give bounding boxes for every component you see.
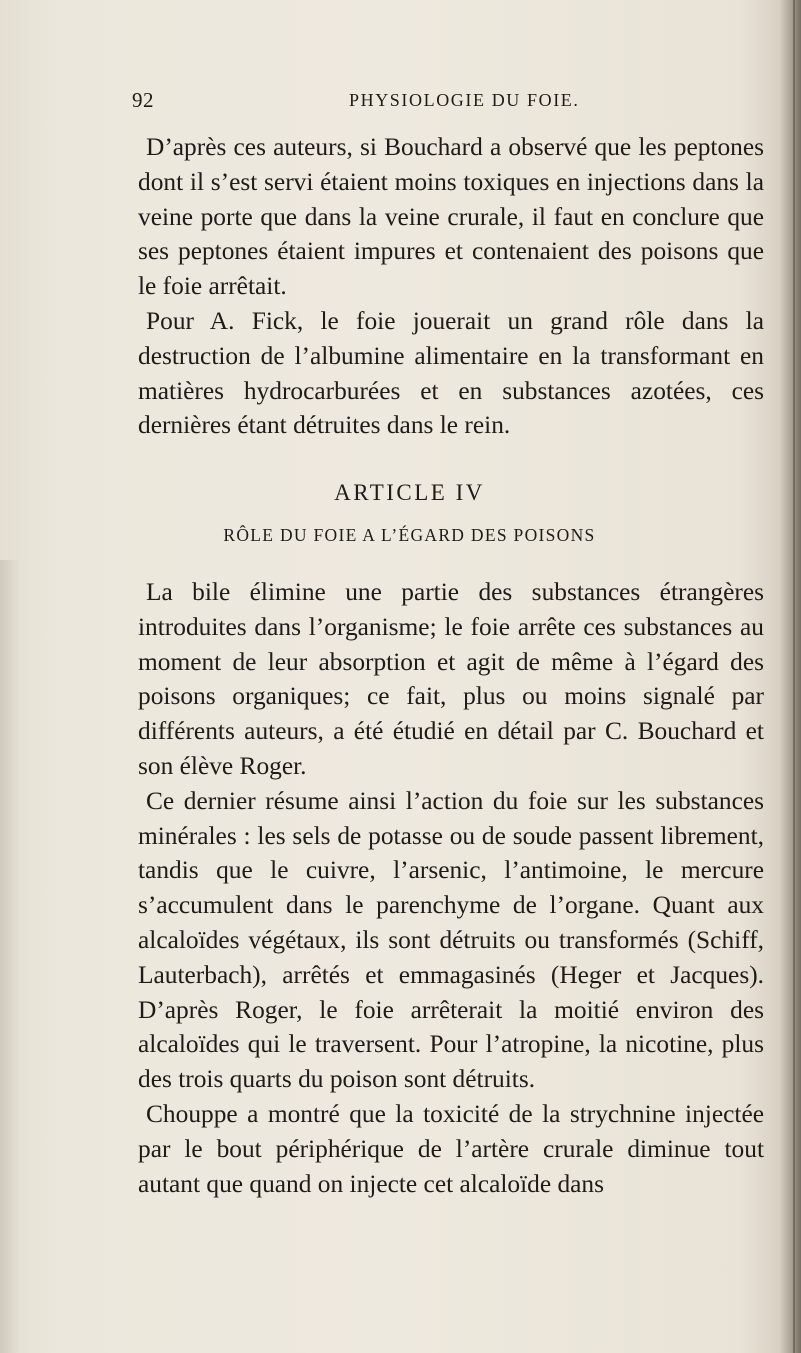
text-block-bottom <box>138 575 764 1201</box>
paragraph: Ce dernier résume ainsi l’action du foie sur les substances minérales : les sels de potasse ou de soude passent librement, tandis que le cuivre, l’arsenic, l’antimoine, le mercure s’accumulent dans le parenchyme de l’organe. Quant aux alcaloïdes végétaux, ils sont détruits ou transformés (Schiff, Lauterbach), arrêtés et emmagasinés (Heger et Jacques). D’après Roger, le foie arrêterait la moitié environ des alcaloïdes qui le traversent. Pour l’atropine, la nicotine, plus des trois quarts du poison sont détruits. <box>138 786 764 1094</box>
paragraph: Chouppe a montré que la toxicité de la strychnine injectée par le bout périphérique de l’artère crurale diminue tout autant que quand on injecte cet alcaloïde dans <box>138 1099 764 1198</box>
paragraph: Pour A. Fick, le foie jouerait un grand rôle dans la destruction de l’albumine alimentaire en la transformant en matières hydrocarburées et en substances azotées, ces dernières étant détruites dans le rein. <box>138 306 764 440</box>
text-block-top <box>138 130 764 443</box>
section-heading <box>0 525 801 546</box>
article-heading <box>0 480 801 506</box>
binding-edge <box>779 0 801 1353</box>
page-header <box>120 88 760 116</box>
paragraph: D’après ces auteurs, si Bouchard a observé que les peptones dont il s’est servi étaient moins toxiques en injections dans la veine porte que dans la veine crurale, il faut en conclure que ses peptones étaient impures et contenaient des poisons que le foie arrêtait. <box>138 133 764 301</box>
running-head: PHYSIOLOGIE DU FOIE. <box>349 90 580 110</box>
article-heading-text: ARTICLE IV <box>334 480 485 505</box>
page-shadow <box>0 560 20 1353</box>
section-heading-text: RÔLE DU FOIE A L’ÉGARD DES POISONS <box>223 525 596 545</box>
paragraph: La bile élimine une partie des substances étrangères introduites dans l’organisme; le foie arrête ces substances au moment de leur absorption et agit de même à l’égard des poisons organiques; ce fait, plus ou moins signalé par différents auteurs, a été étudié en détail par C. Bouchard et son élève Roger. <box>138 578 764 780</box>
page-number: 92 <box>132 88 154 112</box>
binding-line <box>793 0 795 1353</box>
